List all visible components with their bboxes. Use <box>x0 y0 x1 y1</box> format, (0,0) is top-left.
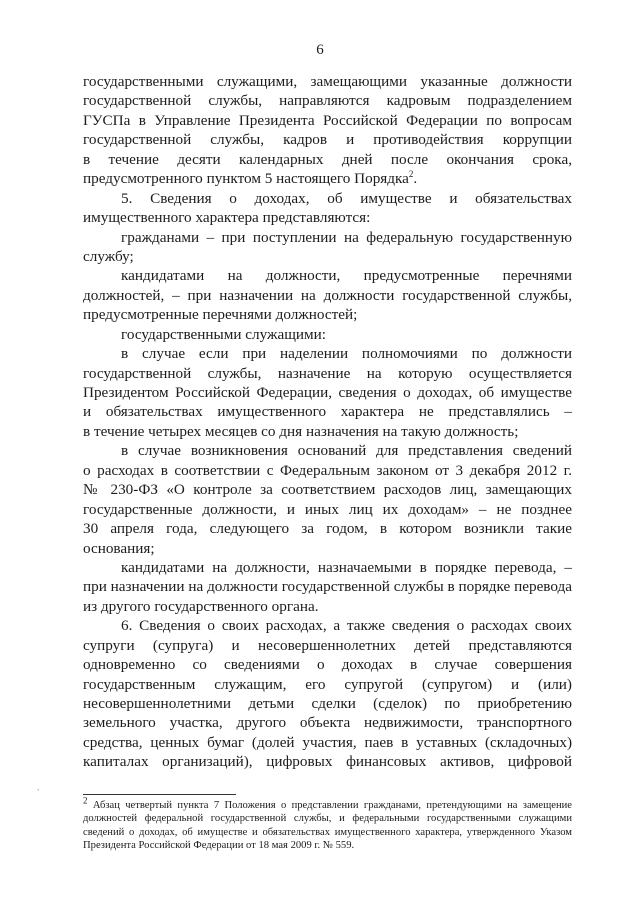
footnote-divider <box>83 794 236 795</box>
text-line <box>83 694 572 713</box>
footnote-line-content: Абзац четвертый пункта 7 Положения о представлении гражданами, претендующими на замещение <box>92 800 572 811</box>
document-body <box>83 72 572 772</box>
text-line <box>83 150 572 169</box>
text-line-content: в случае если при наделении полномочиями по должности <box>121 345 572 363</box>
text-line-content: одновременно со сведениями о доходах в случае совершения <box>83 656 572 674</box>
text-line-content: в течение четырех месяцев со дня назначения на такую должность; <box>83 422 519 440</box>
text-line-content: государственные должности, и иных лиц их доходам» – не позднее <box>83 500 572 518</box>
text-line-content: должностей, – при назначении на должности государственной службы, <box>83 286 572 304</box>
text-line <box>83 500 572 519</box>
text-line-content: кандидатами на должности, предусмотренные перечнями <box>121 267 572 285</box>
footnote-line-content: должностей федеральной государственной службы, и федеральными государственными служащими <box>83 813 572 825</box>
text-line <box>83 616 572 635</box>
text-line <box>83 539 572 558</box>
text-line-content: государственной службы, кадров и противодействия коррупции <box>83 131 572 149</box>
margin-mark: ˋ <box>37 788 40 797</box>
text-line-content: 5. Сведения о доходах, об имуществе и обязательствах <box>121 189 572 207</box>
text-line-content: несовершеннолетними детьми сделки (сделок) по приобретению <box>83 695 572 712</box>
footnote-line <box>83 812 572 825</box>
text-line <box>83 208 572 227</box>
text-line-content: государственным служащим, его супругой (супругом) и (или) <box>83 675 572 693</box>
text-line <box>83 441 572 460</box>
page-number: 6 <box>316 42 324 58</box>
text-line-content: № 230-ФЗ «О контроле за соответствием расходов лиц, замещающих <box>83 481 572 499</box>
text-line <box>83 675 572 694</box>
footnote-line-content: сведений о доходах, об имуществе и обязательствах имущественного характера, утвержденного Указом <box>83 826 572 838</box>
text-line-content: в случае возникновения оснований для представления сведений <box>121 442 572 460</box>
text-line-content: супруги (супруга) и несовершеннолетних детей представляются <box>83 636 572 654</box>
text-line-content: 6. Сведения о своих расходах, а также сведения о расходах своих <box>121 617 572 635</box>
text-line <box>83 577 572 596</box>
text-line <box>83 325 572 344</box>
text-line <box>83 519 572 538</box>
text-line-content: гражданами – при поступлении на федеральную государственную <box>121 228 572 246</box>
text-line-content: и обязательствах имущественного характера не представлялись – <box>83 403 572 421</box>
text-line <box>83 266 572 285</box>
text-line-content: предусмотренного пунктом 5 настоящего Порядка <box>83 170 409 188</box>
footnote-line <box>83 795 572 812</box>
text-line-content: государственной службы, направляются кадровым подразделением <box>83 92 572 110</box>
text-line <box>83 402 572 421</box>
text-line-content: земельного участка, другого объекта недвижимости, транспортного <box>83 714 572 732</box>
text-line <box>83 713 572 732</box>
text-line <box>83 636 572 655</box>
footnote-line <box>83 826 572 839</box>
footnote-line-content: Президента Российской Федерации от 18 мая 2009 г. № 559. <box>83 839 355 851</box>
footnote-line <box>83 839 572 852</box>
text-line-content: при назначении на должности государственной службы в порядке перевода <box>83 578 572 596</box>
text-line-content: о расходах в соответствии с Федеральным законом от 3 декабря 2012 г. <box>83 461 572 479</box>
text-line <box>83 305 572 324</box>
text-line <box>83 461 572 480</box>
text-line <box>83 480 572 499</box>
text-line-content: ГУСПа в Управление Президента Российской Федерации по вопросам <box>83 111 572 129</box>
text-line <box>83 130 572 149</box>
text-line-content: имущественного характера представляются: <box>83 209 371 227</box>
text-line <box>83 169 572 188</box>
text-line-content: капиталах организаций), цифровых финансовых активов, цифровой <box>83 753 572 771</box>
footnote <box>83 795 572 852</box>
text-line <box>83 422 572 441</box>
text-line <box>83 597 572 616</box>
text-line <box>83 247 572 266</box>
text-line-content: государственными служащими: <box>121 325 326 343</box>
text-line <box>83 733 572 752</box>
text-line-content: из другого государственного органа. <box>83 597 319 615</box>
text-line-content: Президентом Российской Федерации, сведения о доходах, об имуществе <box>83 384 572 401</box>
footnote-reference: 2 <box>408 169 414 180</box>
text-line-punctuation: . <box>413 170 418 188</box>
text-line <box>83 752 572 771</box>
text-line <box>83 91 572 110</box>
text-line-content: в течение десяти календарных дней после окончания срока, <box>83 150 572 168</box>
text-line <box>83 558 572 577</box>
text-line-content: государственными служащими, замещающими указанные должности <box>83 73 572 90</box>
text-line <box>83 286 572 305</box>
text-line-content: основания; <box>83 539 155 557</box>
text-line-content: средства, ценных бумаг (долей участия, паев в уставных (складочных) <box>83 733 572 751</box>
text-line <box>83 111 572 130</box>
text-line-content: 30 апреля года, следующего за годом, в котором возникли такие <box>83 520 572 538</box>
text-line <box>83 228 572 247</box>
text-line-content: службу; <box>83 247 134 265</box>
text-line <box>83 189 572 208</box>
text-line <box>83 655 572 674</box>
text-line-content: предусмотренные перечнями должностей; <box>83 306 358 324</box>
text-line-content: кандидатами на должности, назначаемыми в порядке перевода, – <box>121 558 572 576</box>
text-line-content: государственной службы, назначение на которую осуществляется <box>83 364 572 382</box>
footnote-marker: 2 <box>83 795 88 806</box>
text-line <box>83 364 572 383</box>
text-line <box>83 344 572 363</box>
text-line <box>83 72 572 91</box>
text-line <box>83 383 572 402</box>
